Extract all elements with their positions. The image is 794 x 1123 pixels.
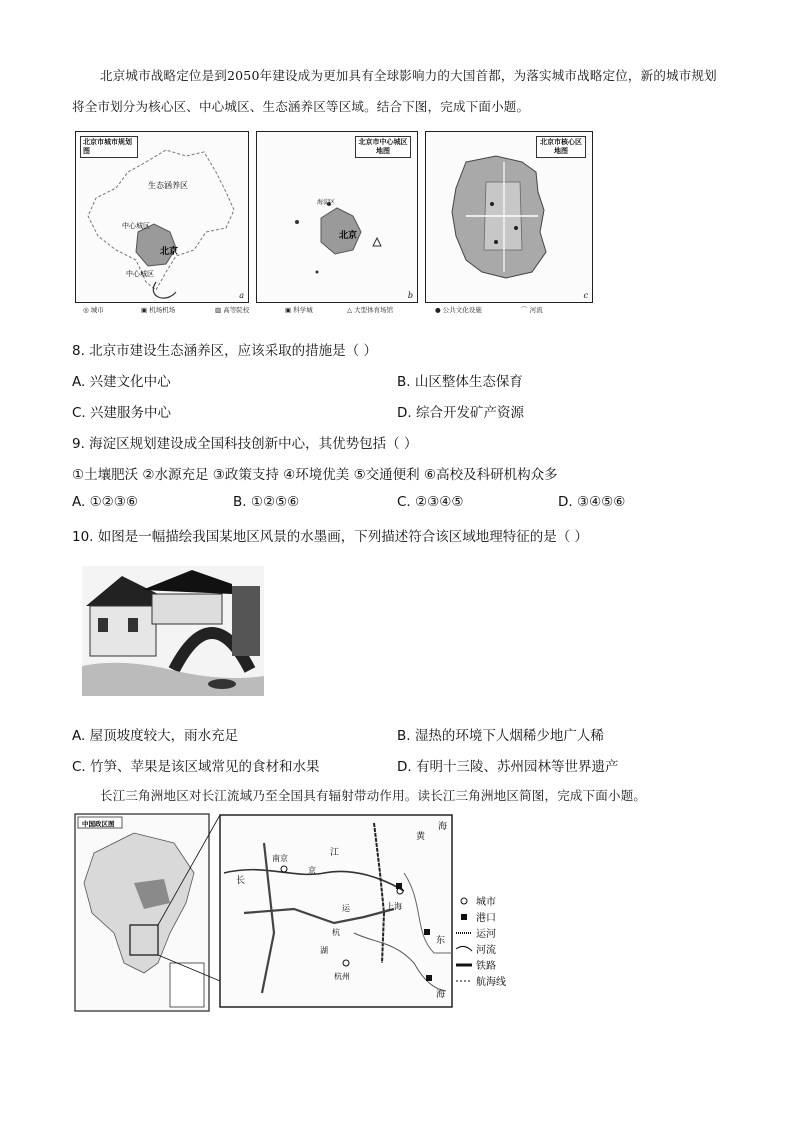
place-hai-1: 海	[438, 822, 448, 832]
place-huang: 黄	[416, 832, 426, 842]
q8-option-d[interactable]: D. 综合开发矿产资源	[397, 405, 524, 421]
place-yun: 运	[342, 904, 350, 913]
legend-university: ▨ 高等院校	[215, 306, 250, 314]
ink-painting-image	[82, 566, 264, 696]
delta-map-drawing	[74, 813, 534, 1013]
legend-river: ⌒ 河流	[521, 306, 543, 314]
map-a-label-eco: 生态涵养区	[148, 181, 188, 190]
map-a-title: 北京市城市规划图	[80, 136, 138, 158]
inset-map-title: 中国政区图	[82, 820, 115, 828]
delta-legend-river: 河流	[476, 945, 496, 956]
delta-legend-city: 城市	[476, 897, 496, 908]
q9-option-a[interactable]: A. ①②③⑥	[72, 494, 138, 510]
legend-culture: ● 公共文化设施	[435, 306, 482, 314]
legend-science-city: ▣ 科学城	[285, 306, 313, 314]
q9-option-c[interactable]: C. ②③④⑤	[397, 494, 464, 510]
q10-option-c[interactable]: C. 竹笋、苹果是该区域常见的食材和水果	[72, 759, 320, 775]
intro-paragraph-beijing: 北京城市战略定位是到2050年建设成为更加具有全球影响力的大国首都，为落实城市战略定位，新的城市规划将全市划分为核心区、中心城区、生态涵养区等区域。结合下图，完成下面小题。	[72, 68, 717, 114]
q10-option-a[interactable]: A. 屋顶坡度较大，雨水充足	[72, 728, 239, 744]
map-b-title: 北京市中心城区地图	[355, 136, 411, 158]
yangtze-delta-figure	[74, 813, 534, 1013]
delta-legend-shipping: 航海线	[476, 977, 506, 988]
map-c-title: 北京市核心区地图	[536, 136, 586, 158]
place-jing: 京	[308, 866, 316, 875]
delta-legend-railway: 铁路	[476, 961, 496, 972]
place-hu: 湖	[320, 946, 328, 955]
q9-option-b[interactable]: B. ①②⑤⑥	[233, 494, 300, 510]
question-9-stem: 9. 海淀区规划建设成全国科技创新中心，其优势包括（ ）	[72, 436, 418, 452]
place-jiang: 江	[330, 848, 340, 858]
legend-airport: ▣ 机场机场	[141, 306, 176, 314]
q10-option-b[interactable]: B. 湿热的环境下人烟稀少地广人稀	[397, 728, 604, 744]
legend-city: ◎ 城市	[83, 306, 104, 314]
map-b-corner-letter: b	[407, 291, 413, 300]
intro-paragraph-yangtze: 长江三角洲地区对长江流域乃至全国具有辐射带动作用。读长江三角洲地区简图，完成下面小题。	[100, 788, 647, 803]
place-nanjing: 南京	[272, 854, 288, 863]
map-a-label-central-2: 中心城区	[126, 270, 154, 278]
q8-option-c[interactable]: C. 兴建服务中心	[72, 405, 172, 421]
map-a-label-central: 中心城区	[122, 222, 150, 230]
map-b-central-district	[256, 131, 418, 303]
delta-legend-port: 港口	[476, 913, 496, 924]
delta-legend-canal: 运河	[476, 929, 496, 940]
place-chang: 长	[236, 876, 246, 886]
map-b-label-beijing: 北京	[339, 231, 358, 241]
map-c-corner-letter: c	[583, 291, 588, 300]
place-dong: 东	[436, 936, 446, 946]
place-hangzhou: 杭州	[334, 972, 350, 981]
question-8-stem: 8. 北京市建设生态涵养区，应该采取的措施是（ ）	[72, 343, 377, 359]
map-a-corner-letter: a	[239, 291, 244, 300]
place-hai-2: 海	[436, 990, 446, 1000]
map-c-core-district	[425, 131, 593, 303]
q10-option-d[interactable]: D. 有明十三陵、苏州园林等世界遗产	[397, 759, 619, 775]
place-hang: 杭	[332, 928, 340, 937]
q8-option-a[interactable]: A. 兴建文化中心	[72, 374, 171, 390]
q9-option-d[interactable]: D. ③④⑤⑥	[558, 494, 626, 510]
place-shanghai: 上海	[386, 902, 402, 911]
q8-option-b[interactable]: B. 山区整体生态保育	[397, 374, 523, 390]
map-a-city-planning	[75, 131, 249, 303]
beijing-maps-figure	[75, 131, 592, 303]
map-b-label-haidian: 海淀区	[317, 199, 336, 206]
legend-stadium: △ 大型体育场馆	[347, 306, 394, 314]
map-a-label-beijing: 北京	[160, 247, 179, 257]
question-10-stem: 10. 如图是一幅描绘我国某地区风景的水墨画，下列描述符合该区域地理特征的是（ ）	[72, 529, 589, 545]
beijing-maps-legend	[75, 305, 592, 317]
q9-items-list: ①土壤肥沃 ②水源充足 ③政策支持 ④环境优美 ⑤交通便利 ⑥高校及科研机构众多	[72, 467, 558, 483]
